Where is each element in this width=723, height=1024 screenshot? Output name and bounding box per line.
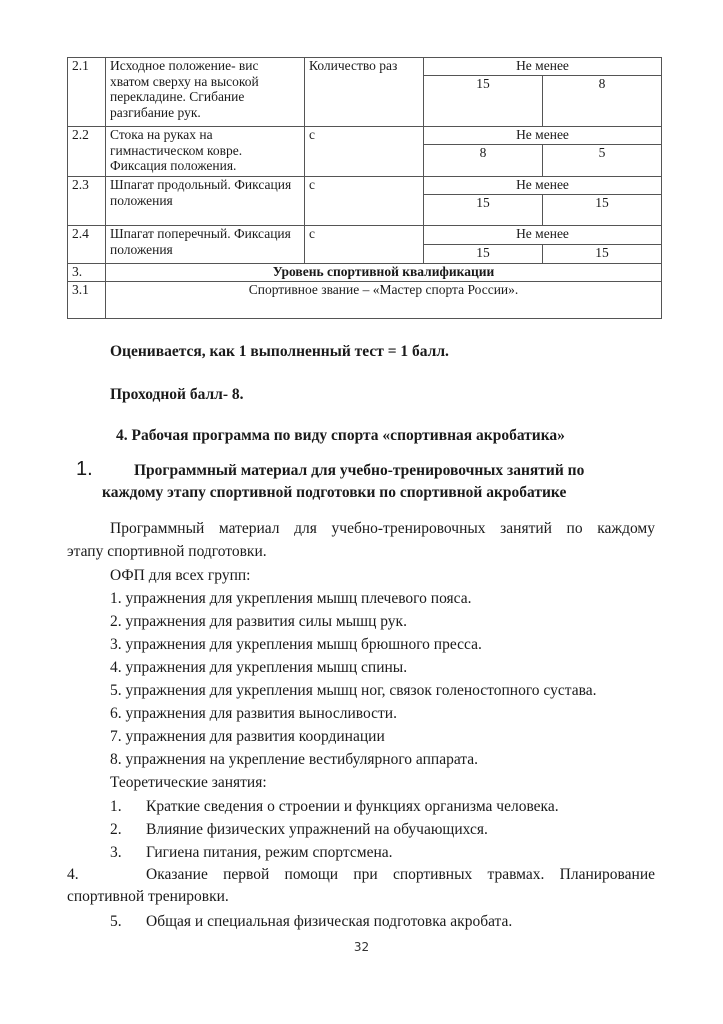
list-item: 6. упражнения для развития выносливости. xyxy=(110,705,397,722)
exercise-name: Шпагат продольный. Фиксация положения xyxy=(106,177,305,226)
norm-value: 15 xyxy=(424,195,543,226)
theory-item-num: 5. xyxy=(110,913,122,930)
norm-header: Не менее xyxy=(424,177,662,195)
intro-line1: Программный материал для учебно-тренировочных занятий по каждому xyxy=(110,520,655,537)
norm-value: 15 xyxy=(543,245,662,264)
unit: с xyxy=(305,177,424,226)
unit: с xyxy=(305,127,424,177)
theory-item-num: 4. xyxy=(67,866,79,883)
qualification-text: Спортивное звание – «Мастер спорта России». xyxy=(106,282,662,319)
theory-item-text: Влияние физических упражнений на обучающихся. xyxy=(146,821,488,838)
exercise-name: Стока на руках на гимнастическом ковре. Фиксация положения. xyxy=(106,127,305,177)
list-item: 3. упражнения для укрепления мышц брюшного пресса. xyxy=(110,636,482,653)
exercise-name: Исходное положение- вис хватом сверху на высокой перекладине. Сгибание разгибание рук. xyxy=(106,58,305,127)
ofp-list xyxy=(110,587,596,771)
page-number: 32 xyxy=(353,940,370,954)
passing-score: Проходной балл- 8. xyxy=(110,386,244,403)
scoring-note: Оценивается, как 1 выполненный тест = 1 балл. xyxy=(110,343,449,360)
theory-item-text: Общая и специальная физическая подготовка акробата. xyxy=(146,913,513,930)
table-row xyxy=(68,282,662,319)
unit: Количество раз xyxy=(305,58,424,127)
norm-value: 15 xyxy=(424,245,543,264)
subsection-number: 1. xyxy=(76,458,93,480)
subsection-title-line2: каждому этапу спортивной подготовки по спортивной акробатике xyxy=(102,484,567,501)
theory-item-num: 1. xyxy=(110,798,122,815)
theory-item-num: 3. xyxy=(110,844,122,861)
theory-item-text-cont: спортивной тренировки. xyxy=(67,888,229,905)
intro-line2: этапу спортивной подготовки. xyxy=(67,543,267,560)
norm-value: 8 xyxy=(543,76,662,127)
norms-table xyxy=(67,57,662,319)
row-number: 3. xyxy=(68,264,106,282)
norm-value: 15 xyxy=(543,195,662,226)
table-row xyxy=(68,264,662,282)
list-item: 4. упражнения для укрепления мышц спины. xyxy=(110,659,408,676)
theory-item-text: Гигиена питания, режим спортсмена. xyxy=(146,844,393,861)
list-item: 1. упражнения для укрепления мышц плечевого пояса. xyxy=(110,590,472,607)
subsection-title-line1: Программный материал для учебно-тренировочных занятий по xyxy=(134,462,585,479)
theory-label: Теоретические занятия: xyxy=(110,774,267,791)
theory-item-text: Оказание первой помощи при спортивных травмах. Планирование xyxy=(146,866,655,883)
theory-item-num: 2. xyxy=(110,821,122,838)
table-row xyxy=(68,226,662,245)
norm-header: Не менее xyxy=(424,58,662,76)
table-row xyxy=(68,127,662,145)
exercise-name: Шпагат поперечный. Фиксация положения xyxy=(106,226,305,264)
unit: с xyxy=(305,226,424,264)
norm-value: 15 xyxy=(424,76,543,127)
norm-header: Не менее xyxy=(424,127,662,145)
ofp-label: ОФП для всех групп: xyxy=(110,567,251,584)
row-number: 3.1 xyxy=(68,282,106,319)
norm-header: Не менее xyxy=(424,226,662,245)
section-title: Уровень спортивной квалификации xyxy=(106,264,662,282)
theory-item-text: Краткие сведения о строении и функциях организма человека. xyxy=(146,798,559,815)
table-row xyxy=(68,177,662,195)
table-row xyxy=(68,58,662,76)
norm-value: 8 xyxy=(424,145,543,177)
norm-value: 5 xyxy=(543,145,662,177)
list-item: 5. упражнения для укрепления мышц ног, связок голеностопного сустава. xyxy=(110,682,597,699)
row-number: 2.4 xyxy=(68,226,106,264)
list-item: 2. упражнения для развития силы мышц рук. xyxy=(110,613,407,630)
row-number: 2.2 xyxy=(68,127,106,177)
list-item: 7. упражнения для развития координации xyxy=(110,728,385,745)
section-4-heading: 4. Рабочая программа по виду спорта «спортивная акробатика» xyxy=(116,427,565,444)
row-number: 2.3 xyxy=(68,177,106,226)
row-number: 2.1 xyxy=(68,58,106,127)
list-item: 8. упражнения на укрепление вестибулярного аппарата. xyxy=(110,751,479,768)
